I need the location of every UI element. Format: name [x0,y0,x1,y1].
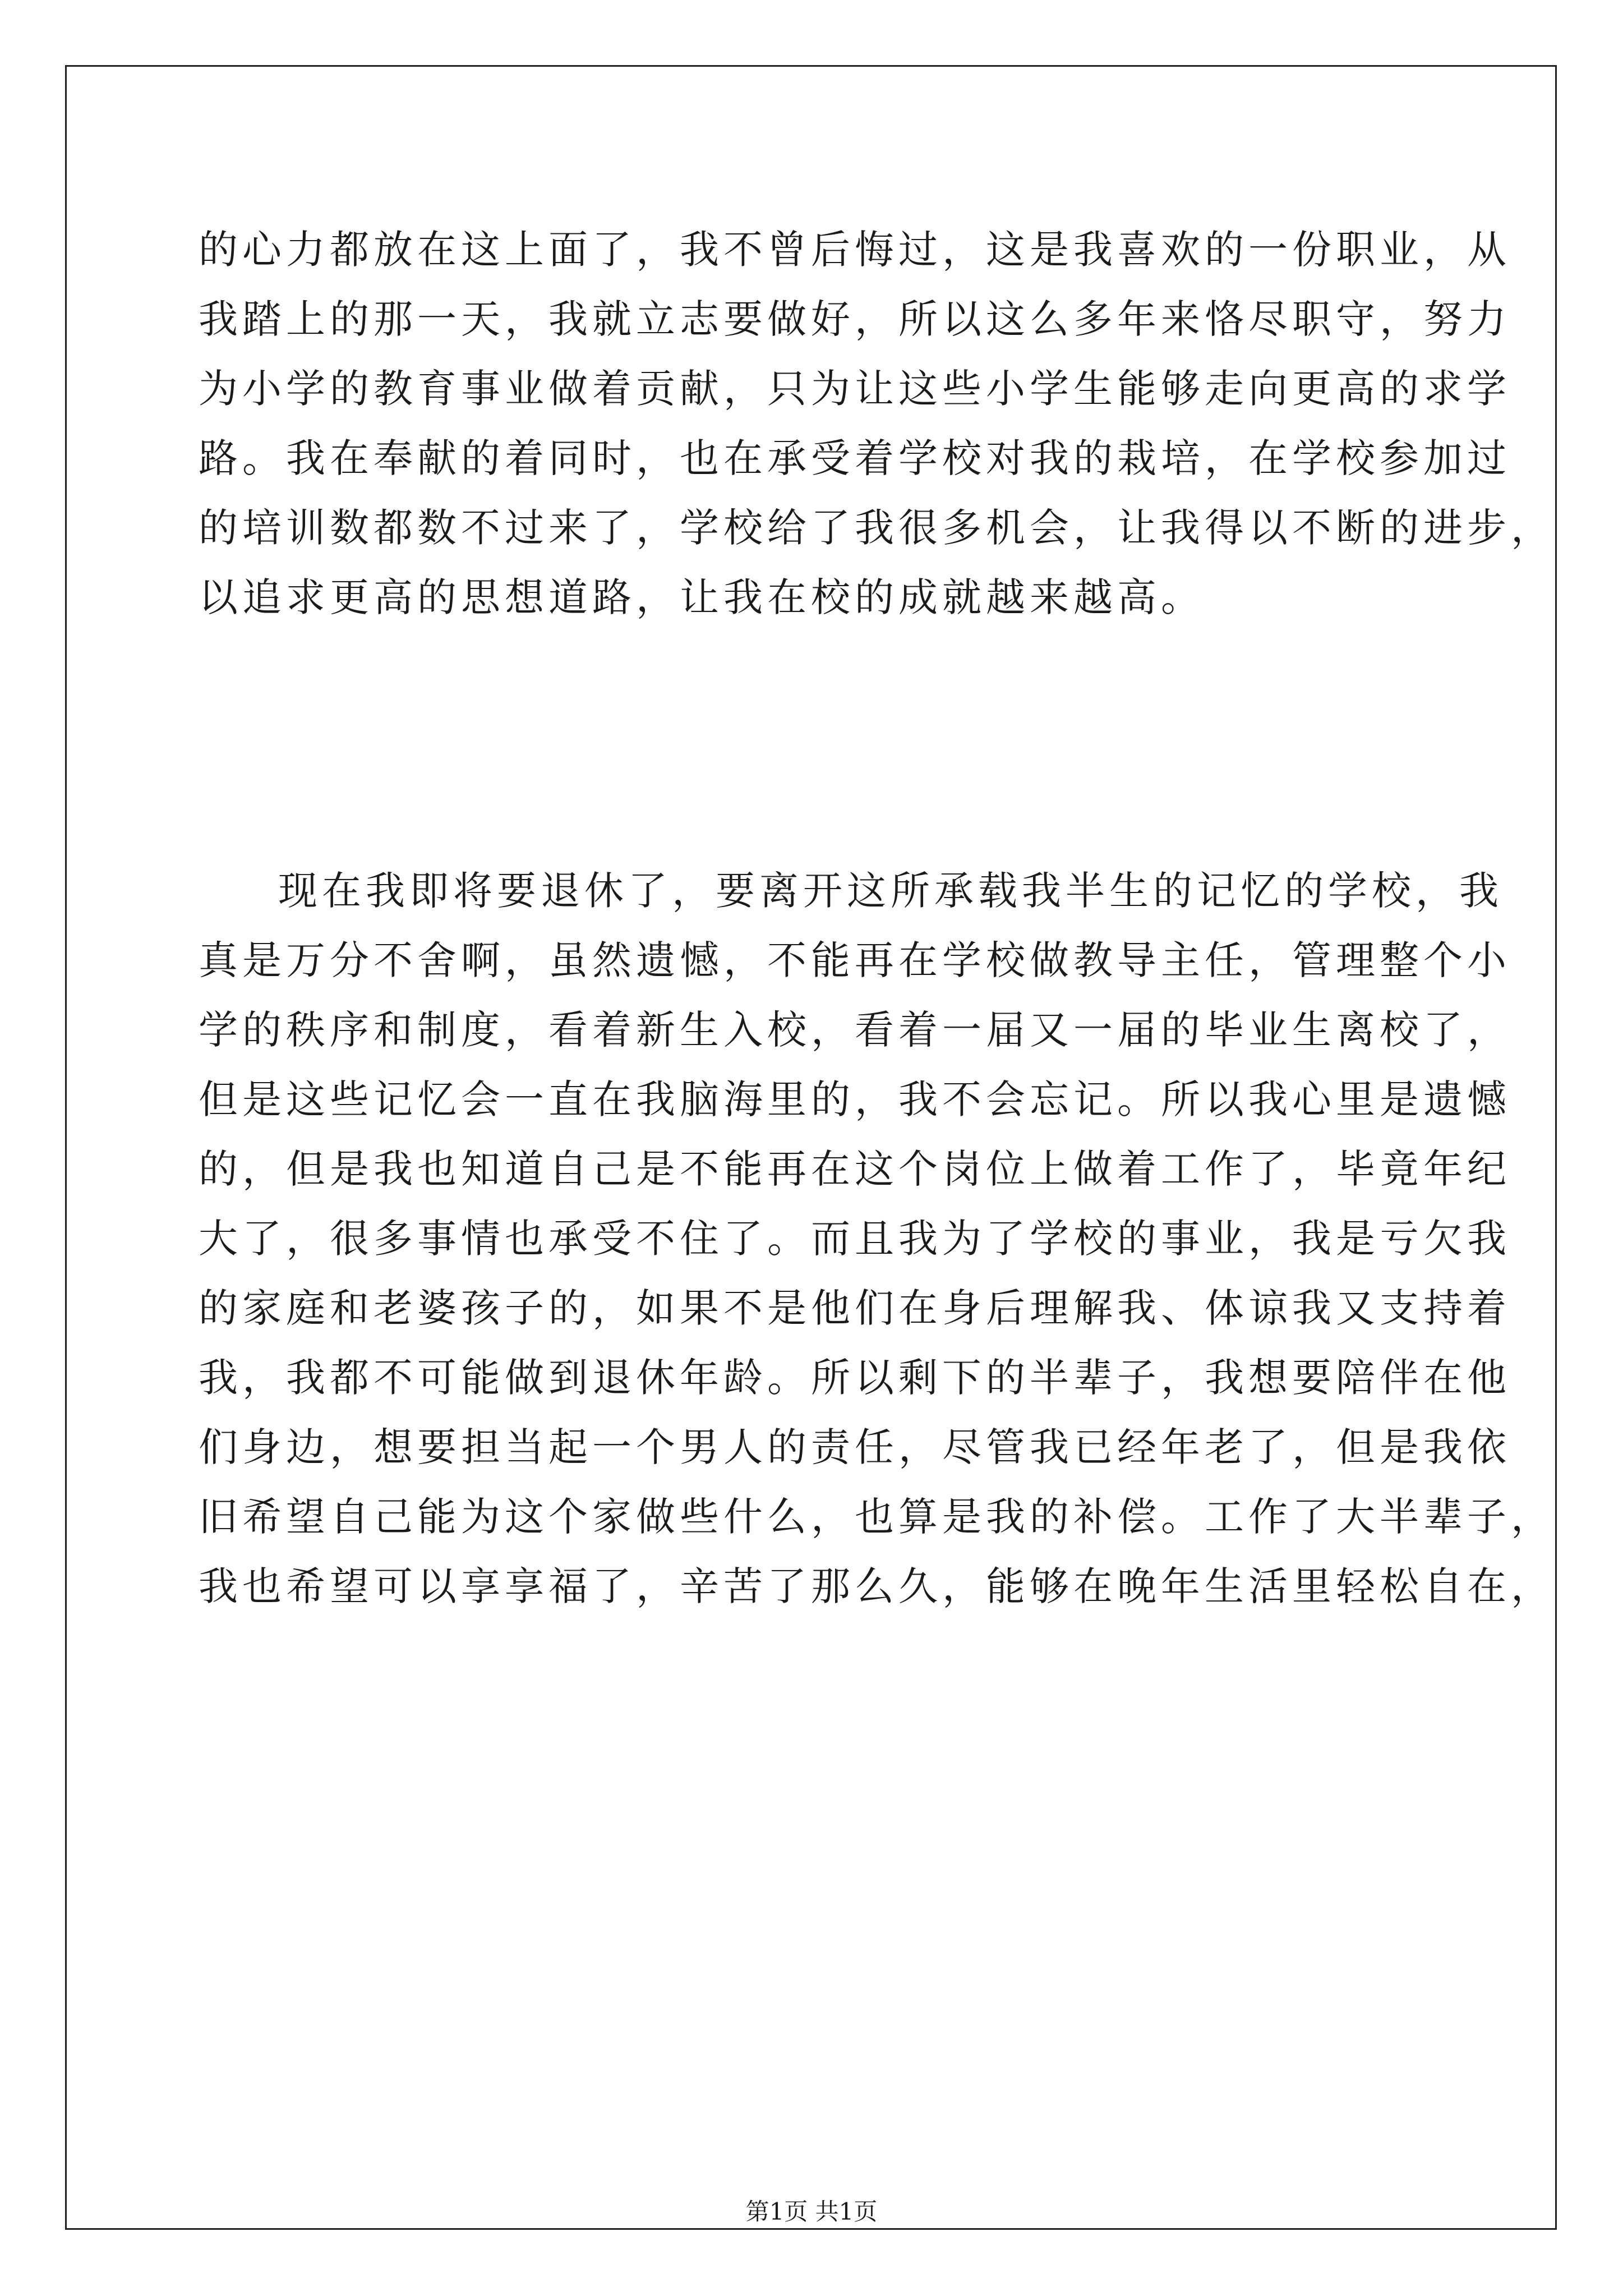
text-line: 我也希望可以享享福了，辛苦了那么久，能够在晚年生活里轻松自在， [199,1563,1555,1609]
page-footer: 第1页 共1页 [745,2198,878,2225]
text-line: 真是万分不舍啊，虽然遗憾，不能再在学校做教导主任，管理整个小 [199,937,1511,983]
text-line: 为小学的教育事业做着贡献，只为让这些小学生能够走向更高的求学 [199,366,1511,412]
text-line: 我踏上的那一天，我就立志要做好，所以这么多年来恪尽职守，努力 [199,296,1511,342]
text-line: 的，但是我也知道自己是不能再在这个岗位上做着工作了，毕竟年纪 [199,1146,1511,1192]
text-line: 路。我在奉献的着同时，也在承受着学校对我的栽培，在学校参加过 [199,435,1511,481]
text-line: 的家庭和老婆孩子的，如果不是他们在身后理解我、体谅我又支持着 [199,1285,1511,1331]
text-line: 大了，很多事情也承受不住了。而且我为了学校的事业，我是亏欠我 [199,1216,1511,1262]
text-line: 我，我都不可能做到退休年龄。所以剩下的半辈子，我想要陪伴在他 [199,1355,1511,1401]
text-line: 但是这些记忆会一直在我脑海里的，我不会忘记。所以我心里是遗憾 [199,1076,1511,1122]
text-line: 的培训数都数不过来了，学校给了我很多机会，让我得以不断的进步， [199,505,1555,551]
text-line: 的心力都放在这上面了，我不曾后悔过，这是我喜欢的一份职业，从 [199,227,1511,273]
text-line: 们身边，想要担当起一个男人的责任，尽管我已经年老了，但是我依 [199,1424,1511,1470]
paragraph-first-line: 现在我即将要退休了，要离开这所承载我半生的记忆的学校，我 [278,868,1503,914]
text-line: 学的秩序和制度，看着新生入校，看着一届又一届的毕业生离校了， [199,1007,1511,1053]
text-line: 以追求更高的思想道路，让我在校的成就越来越高。 [199,574,1205,620]
text-line: 旧希望自己能为这个家做些什么，也算是我的补偿。工作了大半辈子， [199,1494,1555,1540]
